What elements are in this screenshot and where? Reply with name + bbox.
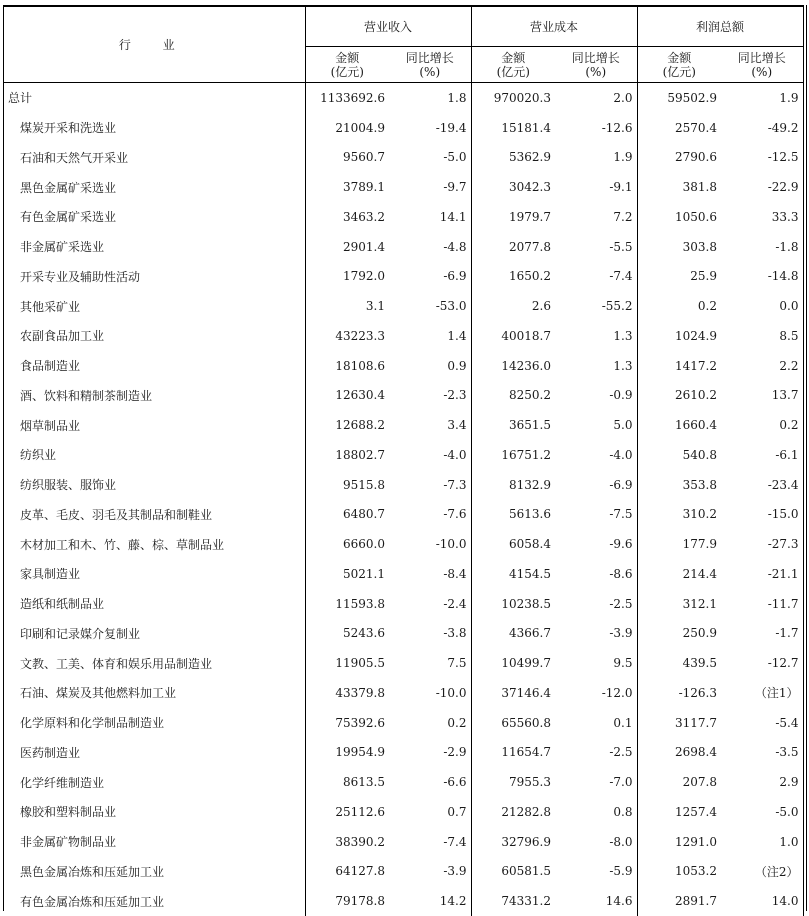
cell-profit-yoy: 13.7 xyxy=(721,381,803,411)
industry-name: 非金属矿采选业 xyxy=(3,232,305,262)
cell-cost-yoy: -7.5 xyxy=(555,500,637,530)
cell-rev: 12688.2 xyxy=(305,410,389,440)
cell-cost-yoy: 1.3 xyxy=(555,321,637,351)
industry-name: 木材加工和木、竹、藤、棕、草制品业 xyxy=(3,529,305,559)
cell-profit: 177.9 xyxy=(637,529,721,559)
cell-rev: 9560.7 xyxy=(305,143,389,173)
cell-profit: 2570.4 xyxy=(637,113,721,143)
cell-rev: 11593.8 xyxy=(305,589,389,619)
table-row xyxy=(3,797,803,827)
table-row xyxy=(3,172,803,202)
cell-cost: 3042.3 xyxy=(471,172,555,202)
cell-cost: 2.6 xyxy=(471,291,555,321)
cell-rev-yoy: 0.7 xyxy=(389,797,471,827)
cell-rev-yoy: -9.7 xyxy=(389,172,471,202)
cost-header: 营业成本 xyxy=(471,6,637,47)
cell-cost-yoy: 0.1 xyxy=(555,708,637,738)
cell-rev: 1792.0 xyxy=(305,262,389,292)
cell-profit-yoy: 2.9 xyxy=(721,767,803,797)
cell-profit-yoy: 1.0 xyxy=(721,827,803,857)
cell-rev: 43379.8 xyxy=(305,678,389,708)
table-row xyxy=(3,500,803,530)
amount-subheader: 金额 (亿元) xyxy=(471,47,555,83)
cell-rev-yoy: -19.4 xyxy=(389,113,471,143)
table-row xyxy=(3,767,803,797)
cell-cost-yoy: 1.3 xyxy=(555,351,637,381)
cell-cost: 4154.5 xyxy=(471,559,555,589)
industry-name: 印刷和记录媒介复制业 xyxy=(3,619,305,649)
cell-profit-yoy: -11.7 xyxy=(721,589,803,619)
table-row xyxy=(3,678,803,708)
cell-cost: 10238.5 xyxy=(471,589,555,619)
cell-rev-yoy: -4.8 xyxy=(389,232,471,262)
industry-name: 酒、饮料和精制茶制造业 xyxy=(3,381,305,411)
industry-name: 开采专业及辅助性活动 xyxy=(3,262,305,292)
cell-rev: 2901.4 xyxy=(305,232,389,262)
cell-rev: 3.1 xyxy=(305,291,389,321)
industry-name: 皮革、毛皮、羽毛及其制品和制鞋业 xyxy=(3,500,305,530)
cell-cost: 3651.5 xyxy=(471,410,555,440)
cell-rev: 8613.5 xyxy=(305,767,389,797)
industry-name: 医药制造业 xyxy=(3,738,305,768)
cell-cost: 74331.2 xyxy=(471,886,555,916)
cell-profit-yoy: -22.9 xyxy=(721,172,803,202)
cell-profit-yoy: （注2） xyxy=(721,857,803,887)
amount-subheader: 金额 (亿元) xyxy=(637,47,721,83)
revenue-header: 营业收入 xyxy=(305,6,471,47)
cell-cost-yoy: -7.0 xyxy=(555,767,637,797)
cell-cost-yoy: 2.0 xyxy=(555,83,637,113)
industry-name: 石油、煤炭及其他燃料加工业 xyxy=(3,678,305,708)
cell-cost: 1979.7 xyxy=(471,202,555,232)
cell-cost-yoy: 9.5 xyxy=(555,648,637,678)
industry-name: 非金属矿物制品业 xyxy=(3,827,305,857)
industry-name: 总计 xyxy=(3,83,305,113)
cell-profit-yoy: -14.8 xyxy=(721,262,803,292)
industry-name: 化学原料和化学制品制造业 xyxy=(3,708,305,738)
cell-rev: 43223.3 xyxy=(305,321,389,351)
cell-rev-yoy: 7.5 xyxy=(389,648,471,678)
cell-cost-yoy: -9.1 xyxy=(555,172,637,202)
table-row xyxy=(3,648,803,678)
cell-cost: 21282.8 xyxy=(471,797,555,827)
cell-rev-yoy: 1.8 xyxy=(389,83,471,113)
cell-cost: 10499.7 xyxy=(471,648,555,678)
cell-rev: 3463.2 xyxy=(305,202,389,232)
cell-profit-yoy: -1.7 xyxy=(721,619,803,649)
cell-profit: 312.1 xyxy=(637,589,721,619)
table-row xyxy=(3,410,803,440)
cell-profit: 2891.7 xyxy=(637,886,721,916)
table-row xyxy=(3,886,803,916)
table-row xyxy=(3,202,803,232)
left-border xyxy=(3,5,4,911)
cell-cost-yoy: -0.9 xyxy=(555,381,637,411)
table-row xyxy=(3,440,803,470)
cell-cost-yoy: -4.0 xyxy=(555,440,637,470)
cell-rev-yoy: -53.0 xyxy=(389,291,471,321)
cell-rev-yoy: 0.9 xyxy=(389,351,471,381)
cell-cost: 4366.7 xyxy=(471,619,555,649)
cell-rev-yoy: -5.0 xyxy=(389,143,471,173)
cell-cost: 5613.6 xyxy=(471,500,555,530)
industry-name: 文教、工美、体育和娱乐用品制造业 xyxy=(3,648,305,678)
cell-rev-yoy: -7.6 xyxy=(389,500,471,530)
cell-rev: 5243.6 xyxy=(305,619,389,649)
table-row xyxy=(3,529,803,559)
cell-cost-yoy: 5.0 xyxy=(555,410,637,440)
table-row xyxy=(3,738,803,768)
cell-cost: 65560.8 xyxy=(471,708,555,738)
cell-rev: 9515.8 xyxy=(305,470,389,500)
industry-name: 橡胶和塑料制品业 xyxy=(3,797,305,827)
cell-profit: 310.2 xyxy=(637,500,721,530)
cell-rev: 11905.5 xyxy=(305,648,389,678)
cell-profit: 540.8 xyxy=(637,440,721,470)
cell-cost: 32796.9 xyxy=(471,827,555,857)
industry-header: 行 业 xyxy=(3,6,305,83)
cell-profit-yoy: 14.0 xyxy=(721,886,803,916)
cell-profit-yoy: （注1） xyxy=(721,678,803,708)
amount-subheader: 金额 (亿元) xyxy=(305,47,389,83)
industry-name: 石油和天然气开采业 xyxy=(3,143,305,173)
cell-rev-yoy: -2.3 xyxy=(389,381,471,411)
cell-rev-yoy: 0.2 xyxy=(389,708,471,738)
cell-cost-yoy: 1.9 xyxy=(555,143,637,173)
industry-name: 家具制造业 xyxy=(3,559,305,589)
cell-profit-yoy: -49.2 xyxy=(721,113,803,143)
cell-profit: 439.5 xyxy=(637,648,721,678)
cell-cost-yoy: -9.6 xyxy=(555,529,637,559)
table-row xyxy=(3,381,803,411)
industry-name: 煤炭开采和洗选业 xyxy=(3,113,305,143)
cell-rev-yoy: -2.4 xyxy=(389,589,471,619)
cell-profit-yoy: -5.4 xyxy=(721,708,803,738)
cell-cost: 60581.5 xyxy=(471,857,555,887)
cell-cost-yoy: -55.2 xyxy=(555,291,637,321)
cell-profit: 1291.0 xyxy=(637,827,721,857)
cell-profit-yoy: -5.0 xyxy=(721,797,803,827)
cell-rev-yoy: -10.0 xyxy=(389,529,471,559)
cell-profit-yoy: 0.2 xyxy=(721,410,803,440)
industry-name: 造纸和纸制品业 xyxy=(3,589,305,619)
table-row xyxy=(3,559,803,589)
cell-profit-yoy: -15.0 xyxy=(721,500,803,530)
cell-profit: 250.9 xyxy=(637,619,721,649)
industry-name: 烟草制品业 xyxy=(3,410,305,440)
cell-rev: 79178.8 xyxy=(305,886,389,916)
yoy-subheader: 同比增长 (%) xyxy=(555,47,637,83)
cell-rev: 19954.9 xyxy=(305,738,389,768)
cell-profit-yoy: 0.0 xyxy=(721,291,803,321)
cell-cost: 37146.4 xyxy=(471,678,555,708)
cell-profit-yoy: 1.9 xyxy=(721,83,803,113)
cell-profit: 2698.4 xyxy=(637,738,721,768)
cell-profit: -126.3 xyxy=(637,678,721,708)
cell-cost-yoy: -5.5 xyxy=(555,232,637,262)
cell-cost-yoy: -8.6 xyxy=(555,559,637,589)
cell-cost-yoy: 14.6 xyxy=(555,886,637,916)
table-row xyxy=(3,113,803,143)
cell-rev: 5021.1 xyxy=(305,559,389,589)
cell-cost: 40018.7 xyxy=(471,321,555,351)
cell-cost: 11654.7 xyxy=(471,738,555,768)
table-row xyxy=(3,619,803,649)
cell-cost-yoy: -7.4 xyxy=(555,262,637,292)
table-row xyxy=(3,232,803,262)
cell-rev-yoy: 1.4 xyxy=(389,321,471,351)
cell-cost-yoy: -8.0 xyxy=(555,827,637,857)
table-row xyxy=(3,83,803,113)
cell-cost: 6058.4 xyxy=(471,529,555,559)
cell-profit: 1053.2 xyxy=(637,857,721,887)
cell-profit: 1050.6 xyxy=(637,202,721,232)
cell-profit: 1417.2 xyxy=(637,351,721,381)
cell-cost-yoy: -3.9 xyxy=(555,619,637,649)
cell-rev-yoy: 14.1 xyxy=(389,202,471,232)
right-border xyxy=(806,5,807,911)
cell-cost: 16751.2 xyxy=(471,440,555,470)
table-row xyxy=(3,321,803,351)
cell-rev-yoy: -10.0 xyxy=(389,678,471,708)
cell-cost-yoy: -2.5 xyxy=(555,738,637,768)
cell-rev-yoy: -8.4 xyxy=(389,559,471,589)
cell-profit: 25.9 xyxy=(637,262,721,292)
cell-cost: 15181.4 xyxy=(471,113,555,143)
cell-cost-yoy: -12.0 xyxy=(555,678,637,708)
industry-name: 食品制造业 xyxy=(3,351,305,381)
cell-rev: 6660.0 xyxy=(305,529,389,559)
industry-name: 纺织服装、服饰业 xyxy=(3,470,305,500)
cell-rev: 18802.7 xyxy=(305,440,389,470)
cell-rev: 21004.9 xyxy=(305,113,389,143)
cell-profit-yoy: -23.4 xyxy=(721,470,803,500)
cell-profit: 3117.7 xyxy=(637,708,721,738)
cell-rev-yoy: 14.2 xyxy=(389,886,471,916)
cell-rev: 38390.2 xyxy=(305,827,389,857)
profit-header: 利润总额 xyxy=(637,6,803,47)
cell-profit-yoy: -21.1 xyxy=(721,559,803,589)
cell-cost: 7955.3 xyxy=(471,767,555,797)
cell-profit-yoy: -6.1 xyxy=(721,440,803,470)
cell-rev: 18108.6 xyxy=(305,351,389,381)
cell-rev: 3789.1 xyxy=(305,172,389,202)
cell-cost: 2077.8 xyxy=(471,232,555,262)
cell-profit-yoy: -12.5 xyxy=(721,143,803,173)
industry-name: 纺织业 xyxy=(3,440,305,470)
cell-rev: 12630.4 xyxy=(305,381,389,411)
cell-rev: 64127.8 xyxy=(305,857,389,887)
table-row xyxy=(3,857,803,887)
cell-profit: 207.8 xyxy=(637,767,721,797)
cell-profit-yoy: -1.8 xyxy=(721,232,803,262)
industry-name: 有色金属矿采选业 xyxy=(3,202,305,232)
cell-profit-yoy: 33.3 xyxy=(721,202,803,232)
cell-rev-yoy: -2.9 xyxy=(389,738,471,768)
table-row xyxy=(3,470,803,500)
cell-rev: 6480.7 xyxy=(305,500,389,530)
cell-rev-yoy: -3.8 xyxy=(389,619,471,649)
cell-profit: 214.4 xyxy=(637,559,721,589)
cell-profit: 1024.9 xyxy=(637,321,721,351)
cell-rev-yoy: -7.4 xyxy=(389,827,471,857)
cell-profit-yoy: 8.5 xyxy=(721,321,803,351)
table-row xyxy=(3,262,803,292)
industry-name: 黑色金属矿采选业 xyxy=(3,172,305,202)
cell-cost: 14236.0 xyxy=(471,351,555,381)
cell-cost-yoy: -12.6 xyxy=(555,113,637,143)
cell-cost-yoy: -6.9 xyxy=(555,470,637,500)
cell-profit-yoy: -3.5 xyxy=(721,738,803,768)
industry-name: 其他采矿业 xyxy=(3,291,305,321)
table-row xyxy=(3,827,803,857)
cell-profit: 353.8 xyxy=(637,470,721,500)
yoy-subheader: 同比增长 (%) xyxy=(389,47,471,83)
cell-cost-yoy: -2.5 xyxy=(555,589,637,619)
cell-cost: 970020.3 xyxy=(471,83,555,113)
table-row xyxy=(3,589,803,619)
cell-rev-yoy: -4.0 xyxy=(389,440,471,470)
industry-name: 黑色金属冶炼和压延加工业 xyxy=(3,857,305,887)
table-row xyxy=(3,351,803,381)
cell-cost: 5362.9 xyxy=(471,143,555,173)
cell-profit: 303.8 xyxy=(637,232,721,262)
cell-rev: 25112.6 xyxy=(305,797,389,827)
cell-rev-yoy: -6.6 xyxy=(389,767,471,797)
cell-rev-yoy: 3.4 xyxy=(389,410,471,440)
cell-profit: 1257.4 xyxy=(637,797,721,827)
table-body xyxy=(3,83,803,916)
cell-cost: 8250.2 xyxy=(471,381,555,411)
cell-rev: 75392.6 xyxy=(305,708,389,738)
table-row xyxy=(3,708,803,738)
table-row xyxy=(3,143,803,173)
industry-stats-table xyxy=(3,5,804,916)
cell-cost: 1650.2 xyxy=(471,262,555,292)
cell-cost-yoy: 7.2 xyxy=(555,202,637,232)
cell-cost-yoy: -5.9 xyxy=(555,857,637,887)
yoy-subheader: 同比增长 (%) xyxy=(721,47,803,83)
industry-name: 化学纤维制造业 xyxy=(3,767,305,797)
cell-rev-yoy: -7.3 xyxy=(389,470,471,500)
industry-name: 有色金属冶炼和压延加工业 xyxy=(3,886,305,916)
cell-profit: 2790.6 xyxy=(637,143,721,173)
cell-profit-yoy: 2.2 xyxy=(721,351,803,381)
cell-profit: 1660.4 xyxy=(637,410,721,440)
industry-name: 农副食品加工业 xyxy=(3,321,305,351)
cell-profit: 0.2 xyxy=(637,291,721,321)
cell-profit-yoy: -27.3 xyxy=(721,529,803,559)
cell-rev-yoy: -6.9 xyxy=(389,262,471,292)
cell-profit-yoy: -12.7 xyxy=(721,648,803,678)
cell-profit: 381.8 xyxy=(637,172,721,202)
cell-rev: 1133692.6 xyxy=(305,83,389,113)
cell-cost-yoy: 0.8 xyxy=(555,797,637,827)
table-row xyxy=(3,291,803,321)
cell-cost: 8132.9 xyxy=(471,470,555,500)
cell-profit: 2610.2 xyxy=(637,381,721,411)
cell-profit: 59502.9 xyxy=(637,83,721,113)
cell-rev-yoy: -3.9 xyxy=(389,857,471,887)
